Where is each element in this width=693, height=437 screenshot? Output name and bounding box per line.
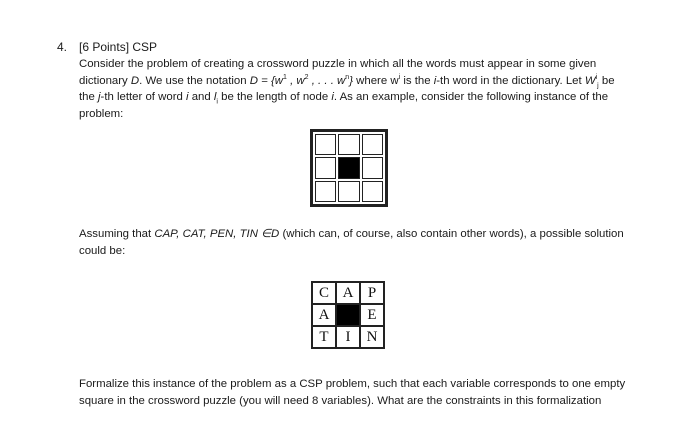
length-symbol: l — [213, 91, 217, 104]
empty-square — [315, 134, 336, 155]
empty-square — [362, 157, 383, 178]
letter-square: A — [336, 282, 360, 304]
intro-text: -th letter of word — [100, 91, 186, 104]
solved-crossword-grid — [311, 281, 385, 349]
intro-text: be the — [79, 74, 615, 104]
intro-text: . We use the notation — [139, 74, 250, 87]
black-square — [336, 304, 360, 326]
dictionary-symbol: D — [271, 228, 280, 240]
index-symbol: i — [186, 91, 189, 104]
empty-square — [362, 134, 383, 155]
subscript: j — [597, 81, 599, 89]
notation-text: , w — [286, 74, 305, 87]
letter-square: P — [360, 282, 384, 304]
notation-text: = {w — [258, 74, 284, 87]
element-of-symbol: ∈ — [257, 228, 272, 240]
black-square — [338, 157, 359, 178]
task-paragraph: Formalize this instance of the problem as a CSP problem, such that each variable corresponds to one empty square in the crossword puzzle (you will need 8 variables). What are the constraints in this formalization — [79, 378, 626, 407]
intro-text: is the — [400, 74, 434, 87]
letter-square: T — [312, 326, 336, 348]
superscript: 2 — [304, 73, 309, 81]
notation-text: } — [349, 74, 353, 87]
assumption-paragraph — [79, 226, 627, 259]
superscript: n — [345, 73, 350, 81]
subscript: i — [216, 98, 218, 106]
empty-square — [315, 181, 336, 202]
empty-square — [338, 134, 359, 155]
dictionary-symbol: D — [130, 74, 140, 87]
superscript: i — [398, 73, 401, 81]
index-symbol: i — [433, 74, 437, 87]
empty-square — [315, 157, 336, 178]
letter-square: A — [312, 304, 336, 326]
intro-text: and — [188, 91, 214, 104]
intro-text: -th word in the dictionary. Let — [436, 74, 585, 87]
empty-crossword-grid — [311, 130, 387, 206]
letter-square: C — [312, 282, 336, 304]
question-heading: [6 Points] CSP — [79, 40, 158, 54]
superscript: 1 — [283, 73, 287, 81]
empty-square — [338, 181, 359, 202]
assumption-text: (which can, of course, also contain other words), a possible solution could be: — [79, 228, 624, 257]
dictionary-symbol: D — [249, 74, 258, 87]
letter-square: I — [336, 326, 360, 348]
index-symbol: i — [331, 91, 334, 104]
notation-text: , . . . w — [308, 74, 346, 87]
intro-text: where w — [353, 74, 399, 87]
word-list: CAP, CAT, PEN, TIN — [154, 228, 258, 240]
question-number: 4. — [57, 40, 68, 54]
empty-square — [362, 181, 383, 202]
letter-symbol: W — [584, 74, 596, 87]
intro-text: . As an example, consider the following instance of the problem: — [79, 91, 609, 120]
letter-square: E — [360, 304, 384, 326]
intro-paragraph — [79, 56, 627, 122]
letter-square: N — [360, 326, 384, 348]
assumption-text: Assuming that — [79, 228, 155, 240]
superscript: i — [595, 73, 598, 81]
index-symbol: j — [98, 91, 101, 104]
intro-text: Consider the problem of creating a crossword puzzle in which all the words must appear in some given dictionary — [79, 58, 597, 87]
intro-text: be the length of node — [217, 91, 332, 104]
